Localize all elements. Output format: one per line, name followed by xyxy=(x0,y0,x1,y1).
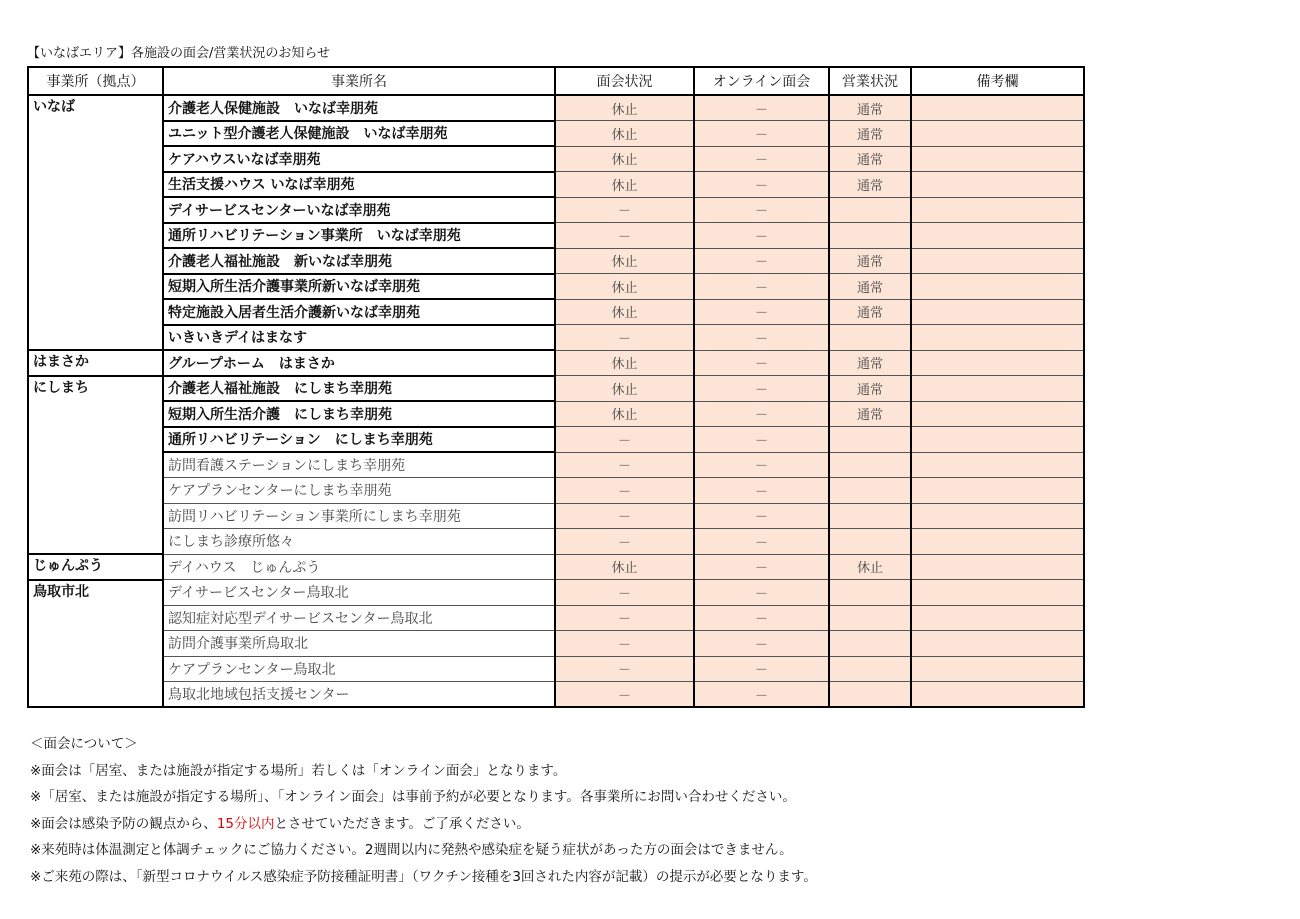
table-row xyxy=(28,274,1084,300)
business-status-cell xyxy=(829,529,911,555)
visit-status-cell: 休止 xyxy=(555,121,694,147)
office-area-cell: にしまち xyxy=(28,376,163,555)
facility-name-cell: ユニット型介護老人保健施設 いなば幸朋苑 xyxy=(163,121,555,147)
facility-name-cell: 短期入所生活介護 にしまち幸朋苑 xyxy=(163,401,555,427)
header-business: 営業状況 xyxy=(829,67,911,95)
remarks-cell xyxy=(911,427,1084,453)
note-line-1: ※面会は「居室、または施設が指定する場所」若しくは「オンライン面会」となります。 xyxy=(30,762,567,779)
remarks-cell xyxy=(911,248,1084,274)
online-visit-cell: － xyxy=(694,452,829,478)
business-status-cell xyxy=(829,656,911,682)
remarks-cell xyxy=(911,580,1084,606)
business-status-cell: 休止 xyxy=(829,554,911,580)
note-line-5: ※ご来苑の際は、「新型コロナウイルス感染症予防接種証明書」（ワクチン接種を3回された内容が記載）の提示が必要となります。 xyxy=(30,868,817,885)
header-office: 事業所（拠点） xyxy=(28,67,163,95)
business-status-cell: 通常 xyxy=(829,350,911,376)
business-status-cell xyxy=(829,580,911,606)
visit-status-cell: 休止 xyxy=(555,172,694,198)
remarks-cell xyxy=(911,478,1084,504)
table-row xyxy=(28,350,1084,376)
remarks-cell xyxy=(911,656,1084,682)
business-status-cell: 通常 xyxy=(829,376,911,402)
table-row xyxy=(28,605,1084,631)
business-status-cell xyxy=(829,223,911,249)
page-title: 【いなばエリア】各施設の面会/営業状況のお知らせ xyxy=(27,46,330,61)
visit-notes xyxy=(30,734,817,893)
remarks-cell xyxy=(911,223,1084,249)
online-visit-cell: － xyxy=(694,95,829,121)
visit-status-cell: 休止 xyxy=(555,401,694,427)
business-status-cell xyxy=(829,503,911,529)
remarks-cell xyxy=(911,605,1084,631)
visit-status-cell: － xyxy=(555,197,694,223)
remarks-cell xyxy=(911,503,1084,529)
online-visit-cell: － xyxy=(694,427,829,453)
note-line-2: ※「居室、または施設が指定する場所」、「オンライン面会」は事前予約が必要となります。各事業所にお問い合わせください。 xyxy=(30,789,796,805)
online-visit-cell: － xyxy=(694,554,829,580)
facility-name-cell: 特定施設入居者生活介護新いなば幸朋苑 xyxy=(163,299,555,325)
header-remarks: 備考欄 xyxy=(911,67,1084,95)
facility-name-cell: にしまち診療所悠々 xyxy=(163,529,555,555)
visit-status-cell: － xyxy=(555,427,694,453)
table-row xyxy=(28,376,1084,402)
remarks-cell xyxy=(911,452,1084,478)
facility-name-cell: デイサービスセンターいなば幸朋苑 xyxy=(163,197,555,223)
facility-name-cell: 生活支援ハウス いなば幸朋苑 xyxy=(163,172,555,198)
online-visit-cell: － xyxy=(694,682,829,708)
table-row xyxy=(28,95,1084,121)
business-status-cell: 通常 xyxy=(829,248,911,274)
facility-name-cell: 介護老人福祉施設 にしまち幸朋苑 xyxy=(163,376,555,402)
remarks-cell xyxy=(911,197,1084,223)
facility-name-cell: 鳥取北地域包括支援センター xyxy=(163,682,555,708)
table-row xyxy=(28,121,1084,147)
visit-status-cell: 休止 xyxy=(555,146,694,172)
table-row xyxy=(28,452,1084,478)
visit-status-cell: 休止 xyxy=(555,274,694,300)
visit-status-cell: 休止 xyxy=(555,376,694,402)
business-status-cell: 通常 xyxy=(829,274,911,300)
note-line-3 xyxy=(30,814,817,841)
business-status-cell xyxy=(829,452,911,478)
remarks-cell xyxy=(911,554,1084,580)
business-status-cell: 通常 xyxy=(829,146,911,172)
online-visit-cell: － xyxy=(694,631,829,657)
table-row xyxy=(28,503,1084,529)
table-row xyxy=(28,146,1084,172)
table-row xyxy=(28,529,1084,555)
note-time-limit-highlight: 15分以内 xyxy=(216,815,275,832)
office-area-cell: いなば xyxy=(28,95,163,350)
business-status-cell xyxy=(829,605,911,631)
table-row xyxy=(28,223,1084,249)
facility-name-cell: 通所リハビリテーション事業所 いなば幸朋苑 xyxy=(163,223,555,249)
online-visit-cell: － xyxy=(694,197,829,223)
remarks-cell xyxy=(911,274,1084,300)
remarks-cell xyxy=(911,172,1084,198)
remarks-cell xyxy=(911,350,1084,376)
note-line-4: ※来苑時は体温測定と体調チェックにご協力ください。2週間以内に発熱や感染症を疑う症状があった方の面会はできません。 xyxy=(30,842,793,858)
office-area-cell: じゅんぷう xyxy=(28,554,163,580)
note-line-3-post: とさせていただきます。ご了承ください。 xyxy=(274,815,530,832)
visit-status-cell: － xyxy=(555,631,694,657)
table-row xyxy=(28,172,1084,198)
visit-status-cell: 休止 xyxy=(555,248,694,274)
online-visit-cell: － xyxy=(694,172,829,198)
facility-name-cell: ケアハウスいなば幸朋苑 xyxy=(163,146,555,172)
facility-name-cell: 介護老人保健施設 いなば幸朋苑 xyxy=(163,95,555,121)
header-online: オンライン面会 xyxy=(694,67,829,95)
table-row xyxy=(28,656,1084,682)
remarks-cell xyxy=(911,146,1084,172)
table-row xyxy=(28,427,1084,453)
visit-status-cell: 休止 xyxy=(555,95,694,121)
facility-name-cell: 訪問リハビリテーション事業所にしまち幸朋苑 xyxy=(163,503,555,529)
remarks-cell xyxy=(911,95,1084,121)
visit-status-cell: － xyxy=(555,605,694,631)
table-row xyxy=(28,299,1084,325)
remarks-cell xyxy=(911,529,1084,555)
facility-name-cell: 訪問介護事業所鳥取北 xyxy=(163,631,555,657)
online-visit-cell: － xyxy=(694,299,829,325)
online-visit-cell: － xyxy=(694,478,829,504)
business-status-cell: 通常 xyxy=(829,299,911,325)
business-status-cell xyxy=(829,631,911,657)
online-visit-cell: － xyxy=(694,503,829,529)
online-visit-cell: － xyxy=(694,121,829,147)
table-row xyxy=(28,197,1084,223)
remarks-cell xyxy=(911,401,1084,427)
visit-status-cell: 休止 xyxy=(555,350,694,376)
visit-status-cell: 休止 xyxy=(555,299,694,325)
visit-status-cell: － xyxy=(555,503,694,529)
online-visit-cell: － xyxy=(694,580,829,606)
online-visit-cell: － xyxy=(694,248,829,274)
table-row xyxy=(28,325,1084,351)
online-visit-cell: － xyxy=(694,656,829,682)
online-visit-cell: － xyxy=(694,274,829,300)
online-visit-cell: － xyxy=(694,350,829,376)
remarks-cell xyxy=(911,325,1084,351)
facility-status-table xyxy=(27,66,1085,708)
remarks-cell xyxy=(911,682,1084,708)
visit-status-cell: － xyxy=(555,682,694,708)
facility-name-cell: 介護老人福祉施設 新いなば幸朋苑 xyxy=(163,248,555,274)
header-name: 事業所名 xyxy=(163,67,555,95)
table-row xyxy=(28,554,1084,580)
header-row xyxy=(28,67,1084,95)
facility-name-cell: ケアプランセンター鳥取北 xyxy=(163,656,555,682)
remarks-cell xyxy=(911,631,1084,657)
visit-status-cell: － xyxy=(555,656,694,682)
table-row xyxy=(28,401,1084,427)
business-status-cell xyxy=(829,197,911,223)
facility-name-cell: グループホーム はまさか xyxy=(163,350,555,376)
table-body xyxy=(28,95,1084,707)
visit-status-cell: － xyxy=(555,478,694,504)
office-area-cell: はまさか xyxy=(28,350,163,376)
online-visit-cell: － xyxy=(694,325,829,351)
facility-name-cell: デイハウス じゅんぷう xyxy=(163,554,555,580)
visit-status-cell: － xyxy=(555,223,694,249)
notes-heading: ＜面会について＞ xyxy=(30,736,138,752)
facility-name-cell: 通所リハビリテーション にしまち幸朋苑 xyxy=(163,427,555,453)
visit-status-cell: － xyxy=(555,452,694,478)
business-status-cell: 通常 xyxy=(829,172,911,198)
facility-name-cell: いきいきデイはまなす xyxy=(163,325,555,351)
table-row xyxy=(28,682,1084,708)
facility-name-cell: デイサービスセンター鳥取北 xyxy=(163,580,555,606)
remarks-cell xyxy=(911,299,1084,325)
online-visit-cell: － xyxy=(694,146,829,172)
visit-status-cell: － xyxy=(555,580,694,606)
online-visit-cell: － xyxy=(694,529,829,555)
note-line-3-pre: ※面会は感染予防の観点から、 xyxy=(30,815,217,832)
business-status-cell: 通常 xyxy=(829,401,911,427)
business-status-cell xyxy=(829,427,911,453)
table-row xyxy=(28,631,1084,657)
facility-name-cell: 訪問看護ステーションにしまち幸朋苑 xyxy=(163,452,555,478)
header-visit: 面会状況 xyxy=(555,67,694,95)
remarks-cell xyxy=(911,376,1084,402)
online-visit-cell: － xyxy=(694,376,829,402)
online-visit-cell: － xyxy=(694,223,829,249)
office-area-cell: 鳥取市北 xyxy=(28,580,163,708)
table-row xyxy=(28,248,1084,274)
online-visit-cell: － xyxy=(694,401,829,427)
business-status-cell xyxy=(829,478,911,504)
remarks-cell xyxy=(911,121,1084,147)
facility-name-cell: 認知症対応型デイサービスセンター鳥取北 xyxy=(163,605,555,631)
table-row xyxy=(28,580,1084,606)
business-status-cell: 通常 xyxy=(829,95,911,121)
table-row xyxy=(28,478,1084,504)
business-status-cell: 通常 xyxy=(829,121,911,147)
facility-name-cell: 短期入所生活介護事業所新いなば幸朋苑 xyxy=(163,274,555,300)
business-status-cell xyxy=(829,682,911,708)
facility-name-cell: ケアプランセンターにしまち幸朋苑 xyxy=(163,478,555,504)
online-visit-cell: － xyxy=(694,605,829,631)
visit-status-cell: 休止 xyxy=(555,554,694,580)
visit-status-cell: － xyxy=(555,325,694,351)
business-status-cell xyxy=(829,325,911,351)
visit-status-cell: － xyxy=(555,529,694,555)
